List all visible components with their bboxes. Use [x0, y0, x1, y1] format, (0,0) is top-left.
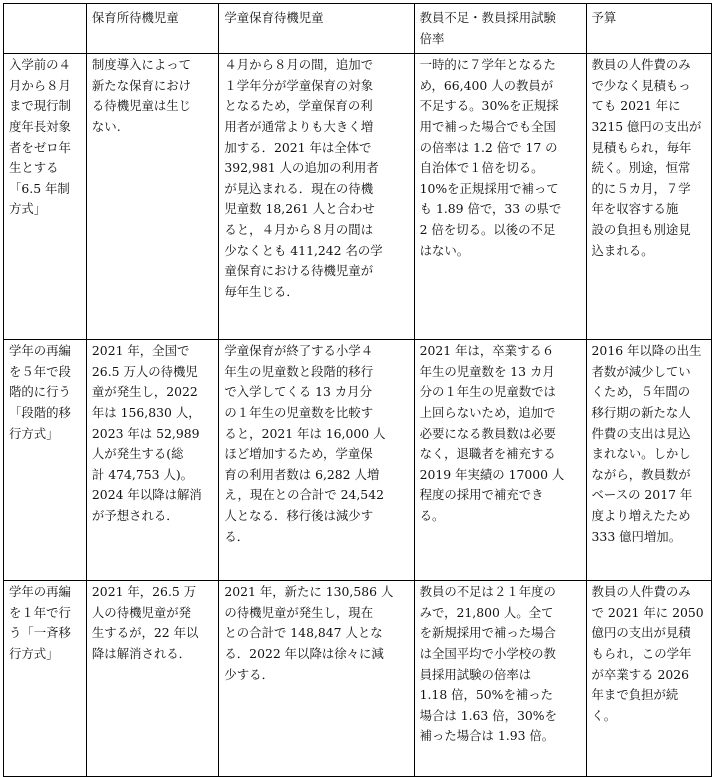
- cell-nursery: 2021 年，全国で 26.5 万人の待機児 童が発生し，2022 年は 156,830 人， 2023 年は 52,989 人が発生する(総 計 474,753 人)。 2024 年以降は解消 が予想される．: [86, 340, 218, 581]
- cell-budget: 教員の人件費のみ で 2021 年に 2050 億円の支出が見積 もられ，この学年 が卒業する 2026 年まで負担が続 く。: [586, 581, 711, 777]
- table-row: [4, 581, 712, 777]
- header-budget: 予算: [586, 4, 711, 54]
- cell-budget: 2016 年以降の出生 者数が減少してい くため，５年間の 移行期の新たな人 件費の支出は見込 まれない。しかし ながら，教員数が ベースの 2017 年 度より増えたため 333 億円増加。: [586, 340, 711, 581]
- cell-budget: 教員の人件費のみ で少なく見積もっ ても 2021 年に 3215 億円の支出が 見積もられ，毎年 続く。別途，恒常 的に５カ月，７学 年を収容する施 設の負担も別途見 込まれる。: [586, 54, 711, 340]
- row-label: 学年の再編 を１年で行 う「一斉移 行方式」: [4, 581, 87, 777]
- row-label: 入学前の４ 月から８月 まで現行制 度年長対象 者をゼロ年 生とする 「6.5 年制 方式」: [4, 54, 87, 340]
- cell-nursery: 制度導入によって 新たな保育におけ る待機児童は生じ ない.: [86, 54, 218, 340]
- header-teacher-shortage: 教員不足・教員採用試験 倍率: [414, 4, 586, 54]
- cell-teachers: 教員の不足は２１年度の みで，21,800 人。全て を新規採用で補った場合 は全国平均で小学校の教 員採用試験の倍率は 1.18 倍，50%を補った 場合は 1.63 倍，30%を 補った場合は 1.93 倍。: [414, 581, 586, 777]
- cell-teachers: 一時的に７学年となるた め，66,400 人の教員が 不足する。30%を正規採 用で補った場合でも全国 の倍率は 1.2 倍で 17 の 自治体で１倍を切る。 10%を正規採用で補って も 1.89 倍で，33 の県で 2 倍を切る。以後の不足 はない。: [414, 54, 586, 340]
- cell-nursery: 2021 年，26.5 万 人の待機児童が発 生するが，22 年以 降は解消される．: [86, 581, 218, 777]
- header-row: [4, 4, 712, 54]
- table-row: [4, 340, 712, 581]
- header-empty: [4, 4, 87, 54]
- cell-teachers: 2021 年は，卒業する６ 年生の児童数を 13 カ月 分の１年生の児童数では 上回らないため，追加で 必要になる教員数は必要 なく，退職者を補充する 2019 年実績の 17000 人 程度の採用で補充でき る。: [414, 340, 586, 581]
- comparison-table: [3, 3, 712, 777]
- cell-afterschool: 2021 年，新たに 130,586 人 の待機児童が発生し，現在 との合計で 148,847 人とな る．2022 年以降は徐々に減 少する．: [219, 581, 414, 777]
- table-row: [4, 54, 712, 340]
- cell-afterschool: 学童保育が終了する小学４ 年生の児童数と段階的移行 で入学してくる 13 カ月分 の１年生の児童数を比較す ると，2021 年は 16,000 人 ほど増加するため，学童保 育の利用者数は 6,282 人増 え，現在との合計で 24,542 人となる．移行後は減少す る．: [219, 340, 414, 581]
- header-afterschool-waitlist: 学童保育待機児童: [219, 4, 414, 54]
- cell-afterschool: ４月から８月の間，追加で １学年分が学童保育の対象 となるため，学童保育の利 用者が通常よりも大きく増 加する．2021 年は全体で 392,981 人の追加の利用者 が見込まれる．現在の待機 児童数 18,261 人と合わせ ると，４月から８月の間は 少なくとも 411,242 名の学 童保育における待機児童が 毎年生じる．: [219, 54, 414, 340]
- header-nursery-waitlist: 保育所待機児童: [86, 4, 218, 54]
- row-label: 学年の再編 を５年で段 階的に行う 「段階的移 行方式」: [4, 340, 87, 581]
